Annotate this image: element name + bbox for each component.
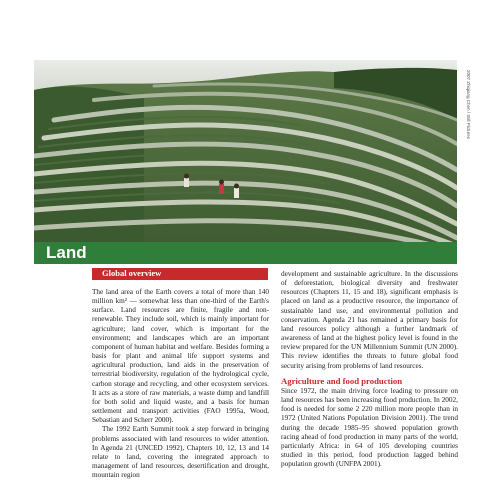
photo-credit: 2007 Zhiqiang Chen / Still Pictures [466,70,471,140]
section-title: Land [46,243,87,262]
global-overview-heading-bar [92,268,268,280]
terraced-fields-photo [34,60,457,242]
left-column [92,288,269,480]
section-title-bar [34,242,457,264]
terraced-rice-field-photo [34,60,457,242]
overview-paragraph-1: The land area of the Earth covers a total of more than 140 million km² — somewhat less than one-third of the Earth's surface. Land resources are finite, fragile and non-renewable. They include soil, which is mainly important for agriculture; land cover, which is important for the environment; and landscapes which are an important component of human habitat and welfare. Besides forming a basis for plant and animal life support systems and agricultural production, land aids in the preservation of terrestrial biodiversity, regulation of the hydrological cycle, carbon storage and recycling, and other ecosystem services. It acts as a store of raw materials, a waste dump and landfill for both solid and liquid waste, and a basis for human settlement and transport activities (FAO 1995a, Wood, Sebastian and Scherr 2000). [92,288,269,425]
global-overview-heading: Global overview [102,268,162,278]
agriculture-heading: Agriculture and food production [281,375,403,386]
right-column [281,270,458,469]
agriculture-paragraph: Since 1972, the main driving force leading to pressure on land resources has been increasing food production. In 2002, food is needed for some 2 220 million more people than in 1972 (United Nations Population Division 2001). The trend during the decade 1985–95 showed population growth racing ahead of food production in many parts of the world, particularly Africa: in 64 of 105 developing countries studied in this period, food production lagged behind population growth (UNFPA 2001). [281,386,458,469]
overview-paragraph-2: The 1992 Earth Summit took a step forward in bringing problems associated with land resources to wider attention. In Agenda 21 (UNCED 1992), Chapters 10, 12, 13 and 14 relate to land, covering the integrated approach to management of land resources, desertification and drought, mountain region [92,425,269,480]
overview-paragraph-3: development and sustainable agriculture. In the discussions of deforestation, biological diversity and freshwater resources (Chapters 11, 15 and 18), significant emphasis is placed on land as a productive resource, the importance of sustainable land use, and environmental pollution and conservation. Agenda 21 has remained a primary basis for land resources policy although a further landmark of awareness of land at the highest policy level is found in the review prepared for the UN Millennium Summit (UN 2000). This review identifies the threats to future global food security arising from problems of land resources. [281,270,458,370]
